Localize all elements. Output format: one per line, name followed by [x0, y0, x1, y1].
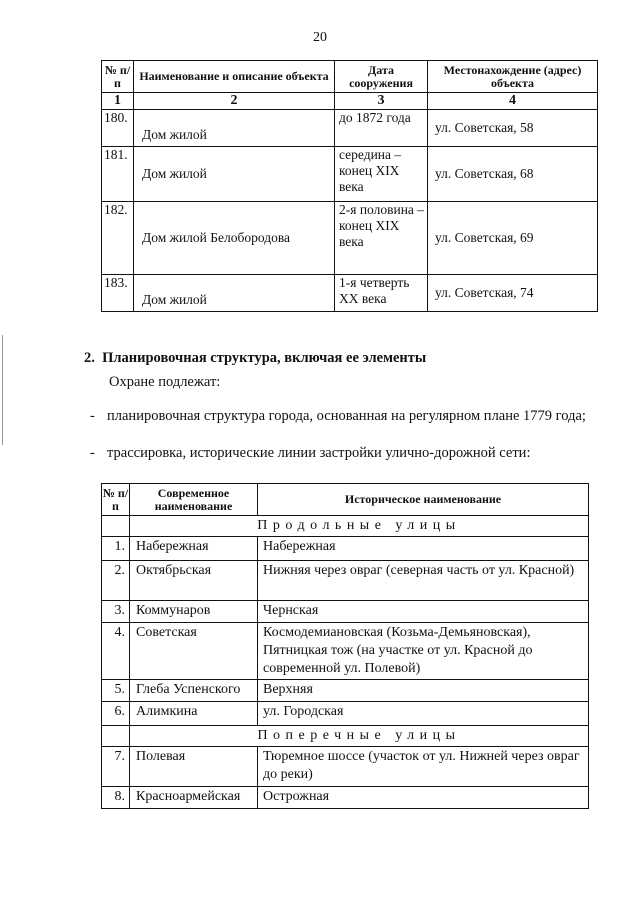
list-item-text: трассировка, исторические линии застройки улично-дорожной сети:: [107, 445, 531, 461]
table-row: [102, 202, 598, 275]
modern-name: Алимкина: [130, 702, 258, 726]
table-row: [102, 275, 598, 312]
table-row: [102, 747, 589, 787]
group-title: Поперечные улицы: [130, 726, 589, 747]
page-number: 20: [313, 30, 327, 45]
col-number: 2: [134, 93, 335, 110]
row-number: 183.: [102, 275, 134, 312]
object-name: Дом жилой: [134, 110, 335, 147]
group-title: Продольные улицы: [130, 516, 589, 537]
historical-name: Тюремное шоссе (участок от ул. Нижней через овраг до реки): [258, 747, 589, 787]
col-header-historical-name: Историческое наименование: [258, 484, 589, 516]
table-row: [102, 561, 589, 601]
historical-name: Чернская: [258, 601, 589, 623]
col-header-number: № п/п: [102, 484, 130, 516]
table-row: [102, 147, 598, 202]
historical-name: Космодемиановская (Козьма-Демьяновская), Пятницкая тож (на участке от ул. Красной до современной ул. Полевой): [258, 623, 589, 680]
group-row: [102, 726, 589, 747]
column-numbers-row: [102, 93, 598, 110]
margin-mark: [2, 335, 3, 445]
col-number: 4: [428, 93, 598, 110]
table-row: [102, 537, 589, 561]
section-heading: 2. Планировочная структура, включая ее элементы: [84, 350, 427, 366]
modern-name: Красноармейская: [130, 787, 258, 809]
row-number: 5.: [102, 680, 130, 702]
group-spacer: [102, 516, 130, 537]
object-address: ул. Советская, 68: [428, 147, 598, 202]
historical-name: Острожная: [258, 787, 589, 809]
table-header-row: [102, 484, 589, 516]
list-item: [90, 407, 590, 426]
row-number: 182.: [102, 202, 134, 275]
table-row: [102, 702, 589, 726]
monuments-table: [101, 60, 598, 312]
row-number: 180.: [102, 110, 134, 147]
object-address: ул. Советская, 74: [428, 275, 598, 312]
streets-table: [101, 483, 589, 809]
bullet-dash: -: [90, 445, 95, 461]
table-row: [102, 787, 589, 809]
historical-name: Нижняя через овраг (северная часть от ул. Красной): [258, 561, 589, 601]
col-number: 1: [102, 93, 134, 110]
construction-date: 2-я половина – конец XIX века: [335, 202, 428, 275]
col-header-address: Местонахождение (адрес) объекта: [428, 61, 598, 93]
table-header-row: [102, 61, 598, 93]
historical-name: Набережная: [258, 537, 589, 561]
object-name: Дом жилой: [134, 147, 335, 202]
modern-name: Полевая: [130, 747, 258, 787]
list-item: [90, 444, 590, 463]
table-row: [102, 601, 589, 623]
construction-date: до 1872 года: [335, 110, 428, 147]
bullet-dash: -: [90, 408, 95, 424]
historical-name: ул. Городская: [258, 702, 589, 726]
modern-name: Глеба Успенского: [130, 680, 258, 702]
row-number: 6.: [102, 702, 130, 726]
col-header-name: Наименование и описание объекта: [134, 61, 335, 93]
object-name: Дом жилой: [134, 275, 335, 312]
row-number: 4.: [102, 623, 130, 680]
col-header-modern-name: Современное наименование: [130, 484, 258, 516]
row-number: 2.: [102, 561, 130, 601]
row-number: 3.: [102, 601, 130, 623]
modern-name: Советская: [130, 623, 258, 680]
list-item-text: планировочная структура города, основанная на регулярном плане 1779 года;: [107, 408, 586, 424]
row-number: 8.: [102, 787, 130, 809]
group-spacer: [102, 726, 130, 747]
table-row: [102, 680, 589, 702]
historical-name: Верхняя: [258, 680, 589, 702]
modern-name: Октябрьская: [130, 561, 258, 601]
modern-name: Набережная: [130, 537, 258, 561]
col-header-number: № п/п: [102, 61, 134, 93]
table-row: [102, 623, 589, 680]
group-row: [102, 516, 589, 537]
object-address: ул. Советская, 58: [428, 110, 598, 147]
construction-date: середина – конец XIX века: [335, 147, 428, 202]
object-name: Дом жилой Белобородова: [134, 202, 335, 275]
col-header-date: Дата сооружения: [335, 61, 428, 93]
section-subheading: Охране подлежат:: [109, 374, 221, 390]
row-number: 1.: [102, 537, 130, 561]
object-address: ул. Советская, 69: [428, 202, 598, 275]
col-number: 3: [335, 93, 428, 110]
row-number: 181.: [102, 147, 134, 202]
modern-name: Коммунаров: [130, 601, 258, 623]
row-number: 7.: [102, 747, 130, 787]
construction-date: 1-я четверть XX века: [335, 275, 428, 312]
table-row: [102, 110, 598, 147]
